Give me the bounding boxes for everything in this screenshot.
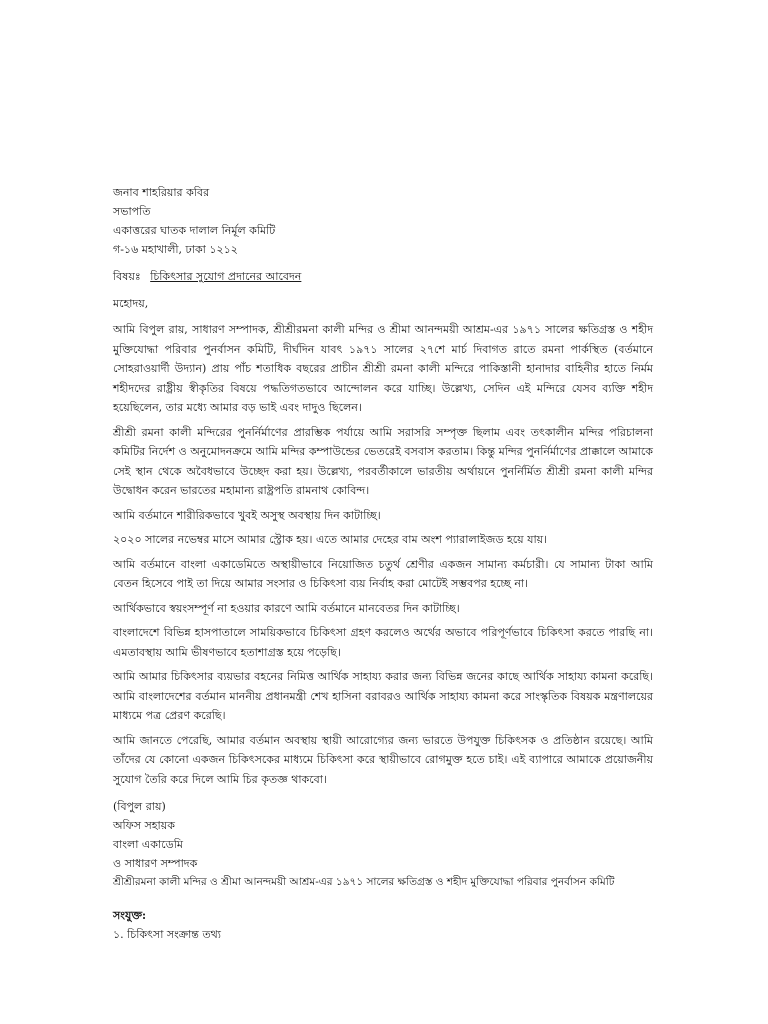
body-paragraph: আমি বর্তমানে শারীরিকভাবে খুবই অসুস্থ অবস্থায় দিন কাটাচ্ছি। — [113, 508, 381, 522]
body-paragraph: শ্রীশ্রী রমনা কালী মন্দিরের পুনর্নির্মাণের প্রারম্ভিক পর্যায়ে আমি সরাসরি সম্পৃক্ত ছিলাম এবং তৎকালীন মন্দির পরিচালনা কমিটির নির্দেশ ও অনুমোদনক্রমে আমি মন্দির কম্পাউন্ডের ভেতরেই বসবাস করতাম। কিন্তু মন্দির পুনর্নির্মাণের প্রাক্কালে আমাকে সেই স্থান থেকে অবৈধভাবে উচ্ছেদ করা হয়। উল্লেখ্য, পরবর্তীকালে ভারতীয় অর্থায়নে পুনর্নির্মিত শ্রীশ্রী রমনা কালী মন্দির উদ্বোধন করেন ভারতের মহামান্য রাষ্ট্রপতি রামনাথ কোবিন্দ। — [113, 425, 653, 497]
body-paragraph: আর্থিকভাবে স্বয়ংসম্পূর্ণ না হওয়ার কারণে আমি বর্তমানে মানবেতর দিন কাটাচ্ছি। — [113, 601, 460, 615]
body-paragraph: আমি জানতে পেরেছি, আমার বর্তমান অবস্থায় স্থায়ী আরোগ্যের জন্য ভারতে উপযুক্ত চিকিৎসক ও প্রতিষ্ঠান রয়েছে। আমি তাঁদের যে কোনো একজন চিকিৎসকের মাধ্যমে চিকিৎসা করে স্থায়ীভাবে রোগমুক্ত হতে চাই। এই ব্যাপারে আমাকে প্রয়োজনীয় সুযোগ তৈরি করে দিলে আমি চির কৃতজ্ঞ থাকবো। — [113, 733, 653, 786]
recipient-block — [113, 183, 653, 259]
recipient-org: একাত্তরের ঘাতক দালাল নির্মূল কমিটি — [113, 224, 276, 237]
body-paragraph: আমি আমার চিকিৎসার ব্যয়ভার বহনের নিমিত্ত আর্থিক সাহায্য করার জন্য বিভিন্ন জনের কাছে আর্থিক সাহায্য কামনা করেছি। আমি বাংলাদেশের বর্তমান মাননীয় প্রধানমন্ত্রী শেখ হাসিনা বরাবরও আর্থিক সাহায্য কামনা করে সাংস্কৃতিক বিষয়ক মন্ত্রণালয়ের মাধ্যমে পত্র প্রেরণ করেছি। — [113, 670, 653, 722]
signature-role: ও সাধারণ সম্পাদক — [113, 857, 198, 870]
signature-block — [113, 797, 673, 892]
signature-office: বাংলা একাডেমি — [113, 838, 183, 851]
body-paragraph: আমি বিপুল রায়, সাধারণ সম্পাদক, শ্রীশ্রীরমনা কালী মন্দির ও শ্রীমা আনন্দময়ী আশ্রম-এর ১৯৭১ সালের ক্ষতিগ্রস্ত ও শহীদ মুক্তিযোদ্ধা পরিবার পুনর্বাসন কমিটি, দীর্ঘদিন যাবৎ ১৯৭১ সালের ২৭শে মার্চ দিবাগত রাতে রমনা পার্কস্থিত (বর্তমানে সোহরাওয়ার্দী উদ্যান) প্রায় পাঁচ শতাধিক বছরের প্রাচীন শ্রীশ্রী রমনা কালী মন্দিরে পাকিস্তানী হানাদার বাহিনীর হাতে নির্মম শহীদদের রাষ্ট্রীয় স্বীকৃতির বিষয়ে পদ্ধতিগতভাবে আন্দোলন করে যাচ্ছি। উল্লেখ্য, সেদিন এই মন্দিরে যেসব ব্যক্তি শহীদ হয়েছিলেন, তার মধ্যে আমার বড় ভাই এবং দাদুও ছিলেন। — [113, 323, 653, 414]
body-paragraph: আমি বর্তমানে বাংলা একাডেমিতে অস্থায়ীভাবে নিয়োজিত চতুর্থ শ্রেণীর একজন সামান্য কর্মচারী। যে সামান্য টাকা আমি বেতন হিসেবে পাই তা দিয়ে আমার সংসার ও চিকিৎসা ব্যয় নির্বাহ করা মোটেই সম্ভবপর হচ্ছে না। — [113, 557, 653, 590]
attachments-block — [113, 906, 653, 944]
signature-designation: অফিস সহায়ক — [113, 819, 175, 832]
subject-line — [113, 267, 653, 286]
signature-name: (বিপুল রায়) — [113, 800, 166, 813]
recipient-title: সভাপতি — [113, 205, 151, 218]
recipient-address: গ-১৬ মহাখালী, ঢাকা ১২১২ — [113, 243, 238, 256]
attachment-item: ১. চিকিৎসা সংক্রান্ত তথ্য — [113, 928, 221, 941]
salutation: মহোদয়, — [113, 297, 149, 310]
body-paragraph: ২০২০ সালের নভেম্বর মাসে আমার স্ট্রোক হয়। এতে আমার দেহের বাম অংশ প্যারালাইজড হয়ে যায়। — [113, 533, 548, 546]
subject-label: বিষয়ঃ — [113, 270, 141, 283]
subject-text: চিকিৎসার সুযোগ প্রদানের আবেদন — [150, 270, 302, 283]
letter-body — [113, 320, 653, 786]
recipient-name: জনাব শাহরিয়ার কবির — [113, 186, 210, 199]
attachments-label: সংযুক্ত: — [113, 909, 147, 922]
signature-org: শ্রীশ্রীরমনা কালী মন্দির ও শ্রীমা আনন্দময়ী আশ্রম-এর ১৯৭১ সালের ক্ষতিগ্রস্ত ও শহীদ মুক্তিযোদ্ধা পরিবার পুনর্বাসন কমিটি — [113, 876, 615, 888]
body-paragraph: বাংলাদেশে বিভিন্ন হাসপাতালে সাময়িকভাবে চিকিৎসা গ্রহণ করলেও অর্থের অভাবে পরিপূর্ণভাবে চিকিৎসা করতে পারছি না। এমতাবস্থায় আমি ভীষণভাবে হতাশাগ্রস্ত হয়ে পড়েছি। — [113, 626, 653, 659]
